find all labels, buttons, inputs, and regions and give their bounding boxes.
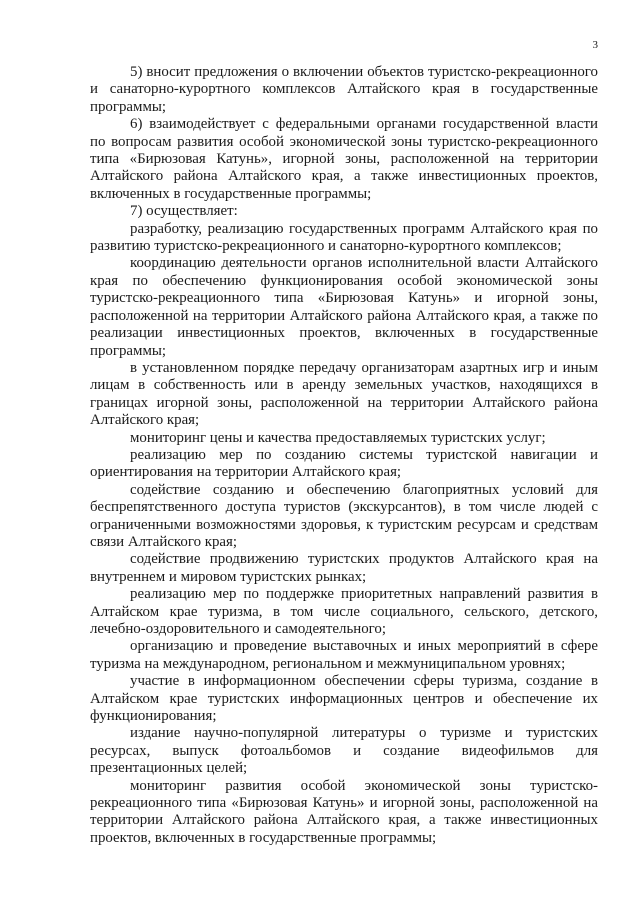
list-item: организацию и проведение выставочных и иных мероприятий в сфере туризма на международном, региональном и межмуниципальном уровнях; [90,638,598,672]
list-item: содействие продвижению туристских продуктов Алтайского края на внутреннем и мировом туристских рынках; [90,551,598,585]
list-item: издание научно-популярной литературы о туризме и туристских ресурсах, выпуск фотоальбомов и создание видеофильмов для презентационных целей; [90,725,598,777]
paragraph-6: 6) взаимодействует с федеральными органами государственной власти по вопросам развития особой экономической зоны туристско-рекреационного типа «Бирюзовая Катунь», игорной зоны, расположенной на территории Алтайского района Алтайского края, а также инвестиционных проектов, включенных в государственные программы; [90,116,598,202]
list-item: разработку, реализацию государственных программ Алтайского края по развитию туристско-рекреационного и санаторно-курортного комплексов; [90,220,598,255]
list-item: в установленном порядке передачу организаторам азартных игр и иным лицам в собственность или в аренду земельных участков, находящихся в границах игорной зоны, расположенной на территории Алтайского района Алтайского края; [90,359,598,429]
document-body [90,64,598,847]
list-item: участие в информационном обеспечении сферы туризма, создание в Алтайском крае туристских информационных центров и обеспечение их функционирования; [90,673,598,725]
list-item: реализацию мер по созданию системы туристской навигации и ориентирования на территории Алтайского края; [90,446,598,481]
list-item: мониторинг развития особой экономической зоны туристско-рекреационного типа «Бирюзовая Катунь» и игорной зоны, расположенной на территории Алтайского района Алтайского края, а также инвестиционных проектов, включенных в государственные программы; [90,777,598,846]
paragraph-7: 7) осуществляет: [130,203,238,220]
list-item: реализацию мер по поддержке приоритетных направлений развития в Алтайском крае туризма, в том числе социального, сельского, детского, лечебно-оздоровительного и самодеятельного; [90,586,598,637]
page-number: 3 [592,39,598,51]
list-item: координацию деятельности органов исполнительной власти Алтайского края по обеспечению функционирования особой экономической зоны туристско-рекреационного типа «Бирюзовая Катунь» и игорной зоны, расположенной на территории Алтайского района Алтайского края, а также по реализации инвестиционных проектов, включенных в государственные программы; [90,255,598,359]
list-item: мониторинг цены и качества предоставляемых туристских услуг; [130,429,546,446]
paragraph-5: 5) вносит предложения о включении объектов туристско-рекреационного и санаторно-курортного комплексов Алтайского края в государственные программы; [90,64,598,115]
list-item: содействие созданию и обеспечению благоприятных условий для беспрепятственного доступа туристов (экскурсантов), в том числе людей с ограниченными возможностями здоровья, к туристским ресурсам и средствам связи Алтайского края; [90,481,598,550]
